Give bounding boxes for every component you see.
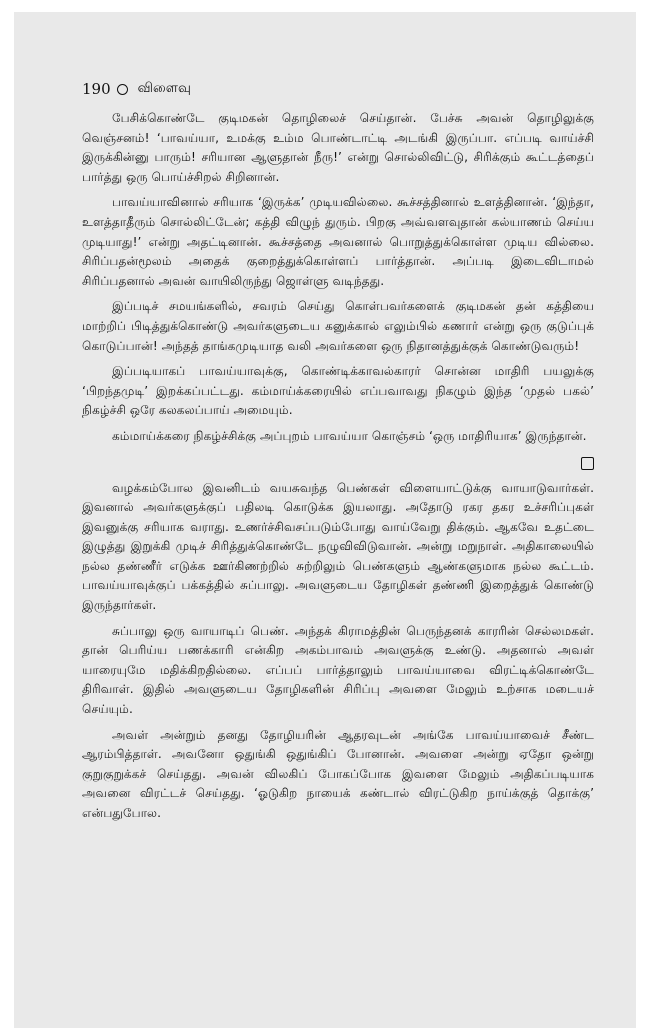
paragraph: இப்படிச் சமயங்களில், சவரம் செய்து கொள்பவர்களைக் குடிமகன் தன் கத்தியை மாற்றிப் பிடித்துக்கொண்டு அவர்களுடைய கனுக்கால் எலும்பில் கணார் என்று ஒரு குடுப்புக் கொடுப்பான்! அந்தத் தாங்கமுடியாத வலி அவர்களை ஒரு நிதானத்துக்குக் கொண்டுவரும்! bbox=[82, 299, 594, 353]
paragraph: சுப்பாலு ஒரு வாயாடிப் பெண். அந்தக் கிராமத்தின் பெருந்தனக் காரரின் செல்லமகள். தான் பெரிய்ய பணக்காரி என்கிற அகம்பாவம் அவளுக்கு உண்டு. அதனால் அவள் யாரையுமே மதிக்கிறதில்லை. எப்பப் பார்த்தாலும் பாவய்யாவை விரட்டிக்கொண்டே திரிவாள். இதில் அவளுடைய தோழிகளின் சிரிப்பு அவளை மேலும் உற்சாக மடையச் செய்யும். bbox=[82, 623, 594, 717]
paragraph: பேசிக்கொண்டே குடிமகன் தொழிலைச் செய்தான். பேச்சு அவன் தொழிலுக்கு வெஞ்சனம்! ‘பாவய்யா, உமக்கு உம்ம பொண்டாட்டி அடங்கி இருப்பா. எப்படி வாய்ச்சி இருக்கின்னு பாரும்! சரியான ஆளுதான் நீரு!’ என்று சொல்லிவிட்டு, சிரிக்கும் கூட்டத்தைப் பார்த்து ஒரு பொய்ச்சிறல் சிறினான். bbox=[82, 111, 594, 184]
square-ornament-icon bbox=[581, 457, 594, 470]
section-break bbox=[82, 453, 594, 475]
paragraph: அவள் அன்றும் தனது தோழியரின் ஆதரவுடன் அங்கே பாவய்யாவைச் சீண்ட ஆரம்பித்தாள். அவனோ ஒதுங்கி ஒதுங்கிப் போனான். அவளை அன்று ஏதோ ஒன்று குறுகுறுக்கச் செய்தது. அவன் விலகிப் போகப்போக இவளை மேலும் அதிகப்படியாக அவனை விரட்டச் செய்தது. ‘ஓடுகிற நாயைக் கண்டால் விரட்டுகிற நாய்க்குத் தொக்கு’ என்பதுபோல. bbox=[82, 727, 594, 820]
page-header bbox=[82, 80, 191, 98]
page-number: 190 bbox=[82, 80, 111, 98]
book-page bbox=[14, 12, 636, 1028]
paragraph: வழக்கம்போல இவனிடம் வயசுவந்த பெண்கள் விளையாட்டுக்கு வாயாடுவார்கள். இவனால் அவர்களுக்குப் பதிலடி கொடுக்க இயலாது. அதோடு ரகர தகர உச்சரிப்புகள் இவனுக்கு சரியாக வராது. உணர்ச்சிவசப்படும்போது வாய்வேறு திக்கும். ஆகவே உதட்டை இழுத்து இறுக்கி முடிச் சிரித்துக்கொண்டே நழுவிவிடுவான். அன்று மறுநாள். அதிகாலையில் நல்ல தண்ணீர் எடுக்க ஊர்கிணற்றில் சுற்றிலும் பெண்களும் ஆண்களுமாக நல்ல கூட்டம். பாவய்யாவுக்குப் பக்கத்தில் சுப்பாலு. அவளுடைய தோழிகள் தண்ணி இறைத்துக் கொண்டு இருந்தார்கள். bbox=[82, 480, 594, 613]
paragraph: பாவய்யாவினால் சரியாக ‘இருக்க’ முடியவில்லை. கூச்சத்தினால் உளத்தினான். ‘இந்தா, உளத்தாதீரும் சொல்லிட்டேன்; கத்தி விழுந் துரும். பிறகு அவ்வளவுதான் கல்யாணம் செய்ய முடியாது!’ என்று அதட்டினான். கூச்சத்தை அவனால் பொறுத்துக்கொள்ள முடிய வில்லை. சிரிப்பதன்மூலம் அதைக் குறைத்துக்கொள்ளப் பார்த்தான். அப்படி இடைவிடாமல் சிரிப்பதனால் அவன் வாயிலிருந்து ஜொள்ளு வடிந்தது. bbox=[82, 195, 594, 288]
running-title: விளைவு bbox=[137, 80, 191, 96]
paragraph: கம்மாய்க்கரை நிகழ்ச்சிக்கு அப்புறம் பாவய்யா கொஞ்சம் ‘ஒரு மாதிரியாக’ இருந்தான். bbox=[112, 428, 587, 443]
page-body bbox=[82, 109, 594, 830]
paragraph: இப்படியாகப் பாவய்யாவுக்கு, கொண்டிக்காவல்காரர் சொன்ன மாதிரி பயலுக்கு ‘பிறந்தமுடி’ இறக்கப்பட்டது. கம்மாய்க்கரையில் எப்பவாவது நிகழும் இந்த ‘முதல் பகல்’ நிகழ்ச்சி ஒரே கலகலப்பாய் அமையும். bbox=[82, 364, 594, 418]
circle-ornament-icon bbox=[117, 84, 128, 95]
